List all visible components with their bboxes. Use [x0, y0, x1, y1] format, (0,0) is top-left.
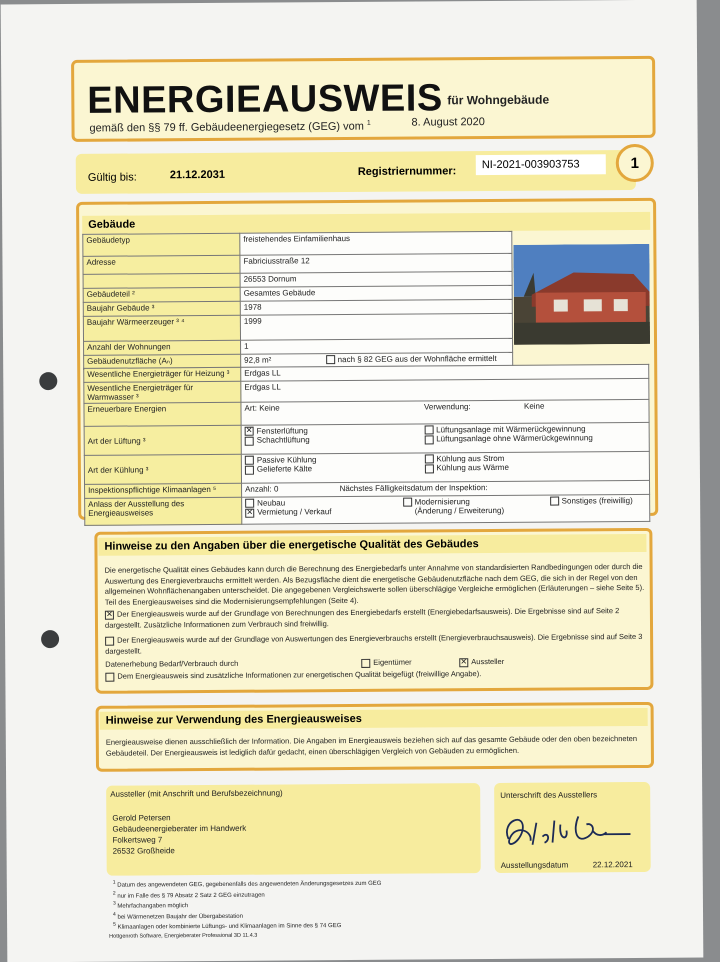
building-type-label: für Wohngebäude	[447, 92, 550, 108]
inspection-count: Anzahl: 0	[245, 484, 279, 494]
signature-image	[496, 800, 636, 861]
checkbox-checked[interactable]: ✕	[245, 426, 253, 436]
floor-area-option: nach § 82 GEG aus der Wohnfläche ermittelt	[337, 353, 497, 365]
data-collection-label: Datenerhebung Bedarf/Verbrauch durch	[105, 658, 239, 669]
renewable-type-label: Art:	[244, 403, 257, 413]
footnote-text: Klimaanlagen oder kombinierte Lüftungs- und Klimaanlagen im Sinne des § 74 GEG	[117, 923, 342, 931]
renewable-use: Keine	[523, 401, 545, 411]
occasion-option: Sonstiges (freiwillig)	[561, 496, 633, 506]
checkbox[interactable]	[403, 498, 412, 507]
page-number: 1	[616, 144, 654, 182]
table-row	[83, 313, 512, 341]
checkbox-checked[interactable]: ✕	[460, 656, 468, 666]
row-label: Art der Kühlung ³	[84, 454, 241, 484]
software-note: Hottgenroth Software, Energieberater Professional 3D 11.4.3	[109, 932, 258, 940]
owner-option	[361, 658, 411, 669]
notes-usage-title: Hinweise zur Verwendung des Energieausweises	[100, 708, 648, 730]
issuer-option-label: Aussteller	[471, 656, 505, 667]
checkbox[interactable]	[424, 426, 433, 435]
checkbox[interactable]	[245, 456, 254, 465]
footnote-text: Datum des angewendeten GEG, gegebenenfalls des angewendeten Änderungsgesetzes zum GEG	[117, 880, 382, 889]
row-label: Anzahl der Wohnungen	[84, 340, 241, 355]
checkbox[interactable]	[245, 436, 254, 445]
building-table	[82, 231, 513, 370]
document-page	[1, 0, 704, 962]
energy-table	[83, 364, 650, 526]
house-photo	[513, 244, 650, 345]
notes-quality-intro: Die energetische Qualität eines Gebäudes kann durch die Berechnung des Energiebedarfs unter Annahme von standardisierten Randbedingungen oder durch die Auswertung des Energieverbrauchs ermittelt werden. Als Bezugsfläche dient die energetische Gebäudenutzfläche nach dem GEG, die sich in der Regel von den allgemeinen Wohnflächenangaben unterscheidet. Die angegebenen Vergleichswerte sollen überschlägige Vergleiche ermöglichen (Erläuterungen – siehe Seite 5). Teil des Energieausweises sind die Modernisierungsempfehlungen (Seite 4).	[104, 561, 645, 607]
document-title: ENERGIEAUSWEIS	[87, 77, 443, 122]
occasion-option: Vermietung / Verkauf	[257, 507, 332, 518]
footnote: $^2$ nur im Falle des § 79 Absatz 2 Satz 2 GEG einzutragen	[112, 890, 265, 900]
ventilation-option: Lüftungsanlage ohne Wärmerückgewinnung	[436, 433, 593, 444]
consumption-basis	[105, 632, 645, 657]
row-value: 1	[241, 338, 513, 354]
table-row	[84, 422, 649, 455]
row-value: Erdgas LL	[241, 364, 649, 381]
row-label: Baujahr Gebäude ³	[83, 301, 240, 316]
law-footnote: 1	[366, 119, 371, 127]
row-value: Gesamtes Gebäude	[240, 285, 512, 301]
renewable-cell	[241, 399, 649, 425]
registration-label: Registriernummer:	[357, 165, 457, 178]
checkbox[interactable]	[424, 455, 433, 464]
law-reference	[89, 120, 370, 135]
checkbox[interactable]	[326, 356, 335, 365]
ventilation-cell	[241, 422, 649, 454]
row-value: 1999	[240, 313, 512, 340]
row-label: Wesentliche Energieträger für Heizung ³	[84, 367, 241, 382]
issue-date-label: Ausstellungsdatum	[500, 860, 569, 870]
ventilation-option: Lüftungsanlage mit Wärmerückgewinnung	[436, 424, 586, 435]
footnote: $^1$ Datum des angewendeten GEG, gegebenenfalls des angewendeten Änderungsgesetzes zum GEG	[112, 879, 382, 889]
renewable-use-label: Verwendung:	[423, 402, 471, 412]
row-label	[83, 273, 240, 288]
consumption-basis-text: Der Energieausweis wurde auf der Grundlage von Auswertungen des Energieverbrauchs erstellt (Energieverbrauchsausweis). Die Ergebnisse sind auf Seite 3 dargestellt.	[105, 631, 643, 656]
cooling-option: Kühlung aus Wärme	[436, 463, 509, 473]
law-text: gemäß den §§ 79 ff. Gebäudeenergiegesetz (GEG) vom	[89, 120, 364, 135]
table-row	[83, 231, 512, 256]
checkbox[interactable]	[424, 435, 433, 444]
notes-usage-text: Energieausweise dienen ausschließlich der Information. Die Angaben im Energieausweis beziehen sich auf das gesamte Gebäude oder den oben bezeichneten Gebäudeteil. Der Energieausweis ist lediglich dafür gedacht, einen überschlägigen Vergleich von Gebäuden zu ermöglichen.	[105, 734, 638, 758]
demand-basis	[105, 606, 645, 631]
row-label: Adresse	[83, 255, 240, 274]
checkbox-checked[interactable]: ✕	[246, 507, 254, 517]
footnote-text: bei Wärmenetzen Baujahr der Übergabestation	[117, 913, 243, 921]
footnote-text: nur im Falle des § 79 Absatz 2 Satz 2 GEG einzutragen	[117, 892, 265, 900]
valid-until-value: 21.12.2031	[169, 168, 225, 182]
punch-hole	[41, 630, 59, 648]
valid-until-label: Gültig bis:	[87, 171, 137, 184]
cooling-option: Kühlung aus Strom	[436, 453, 505, 464]
table-row	[85, 494, 650, 525]
issuer-option	[459, 657, 504, 668]
inspection-due: Nächstes Fälligkeitsdatum der Inspektion:	[339, 483, 488, 494]
checkbox[interactable]	[105, 672, 114, 681]
notes-quality-title: Hinweise zu den Angaben über die energetische Qualität des Gebäudes	[98, 534, 646, 556]
footnote: $^4$ bei Wärmenetzen Baujahr der Übergabestation	[112, 911, 243, 921]
row-value: 26553 Dornum	[240, 271, 512, 287]
cooling-option: Gelieferte Kälte	[256, 464, 313, 475]
building-section-title: Gebäude	[82, 212, 650, 234]
row-value: freistehendes Einfamilienhaus	[240, 231, 512, 255]
checkbox[interactable]	[424, 464, 433, 473]
footnote: $^3$ Mehrfachangaben möglich	[112, 900, 189, 910]
checkbox[interactable]	[550, 497, 559, 506]
row-label: Gebäudenutzfläche (Aₙ)	[84, 354, 241, 369]
checkbox[interactable]	[105, 636, 114, 645]
occasion-option: Neubau	[257, 498, 286, 508]
punch-hole	[39, 372, 57, 390]
owner-label: Eigentümer	[373, 657, 412, 667]
footnote-text: Mehrfachangaben möglich	[117, 903, 189, 910]
table-row	[84, 451, 649, 484]
row-label: Anlass der Ausstellung des Energieausweises	[85, 497, 242, 525]
occasion-option: Modernisierung	[414, 497, 470, 507]
registration-number: NI-2021-003903753	[476, 154, 606, 175]
row-label: Wesentliche Energieträger für Warmwasser ³	[84, 381, 241, 403]
checkbox-checked[interactable]: ✕	[106, 609, 113, 619]
occasion-option: (Änderung / Erweiterung)	[414, 506, 505, 516]
occasion-cell	[242, 494, 650, 524]
ventilation-option: Schachtlüftung	[256, 435, 310, 446]
checkbox[interactable]	[245, 465, 254, 474]
row-label: Art der Lüftung ³	[84, 425, 241, 455]
issuer-line: Folkertsweg 7	[112, 835, 163, 845]
cooling-cell	[241, 451, 649, 483]
issuer-line: Gebäudeenergieberater im Handwerk	[112, 823, 247, 834]
house-image	[513, 244, 650, 345]
row-value: Fabriciusstraße 12	[240, 253, 512, 273]
issue-date: 22.12.2021	[592, 860, 633, 870]
issuer-line: Gerold Petersen	[112, 813, 171, 823]
row-value: 1978	[240, 299, 512, 315]
row-label: Gebäudeteil ²	[83, 287, 240, 302]
row-label: Gebäudetyp	[83, 233, 240, 256]
signature-label: Unterschrift des Ausstellers	[500, 790, 598, 800]
floor-area-value: 92,8 m²	[244, 355, 272, 365]
footnotes	[113, 877, 513, 932]
demand-basis-text: Der Energieausweis wurde auf der Grundlage von Berechnungen des Energiebedarfs erstellt (Energiebedarfsausweis). Die Ergebnisse sind auf Seite 2 dargestellt. Zusätzliche Informationen zum Verbrauch sind freiwillig.	[104, 606, 620, 630]
ventilation-option: Fensterlüftung	[256, 426, 308, 436]
issuer-label: Aussteller (mit Anschrift und Berufsbezeichnung)	[110, 788, 283, 799]
additional-info-text: Dem Energieausweis sind zusätzliche Informationen zur energetischen Qualität beigefügt (freiwillige Angabe).	[117, 669, 482, 681]
row-value: Erdgas LL	[241, 378, 649, 402]
row-label: Inspektionspflichtige Klimaanlagen ⁵	[85, 483, 242, 498]
issuer-line: 26532 Großheide	[112, 846, 175, 856]
checkbox[interactable]	[361, 658, 370, 667]
footnote: $^5$ Klimaanlagen oder kombinierte Lüftungs- und Klimaanlagen im Sinne des § 74 GEG	[113, 921, 342, 931]
renewable-type: Keine	[259, 403, 280, 413]
row-label: Baujahr Wärmeerzeuger ³ ⁴	[83, 315, 240, 341]
cooling-option: Passive Kühlung	[256, 455, 317, 465]
law-date: 8. August 2020	[411, 116, 485, 129]
row-label: Erneuerbare Energien	[84, 402, 241, 426]
